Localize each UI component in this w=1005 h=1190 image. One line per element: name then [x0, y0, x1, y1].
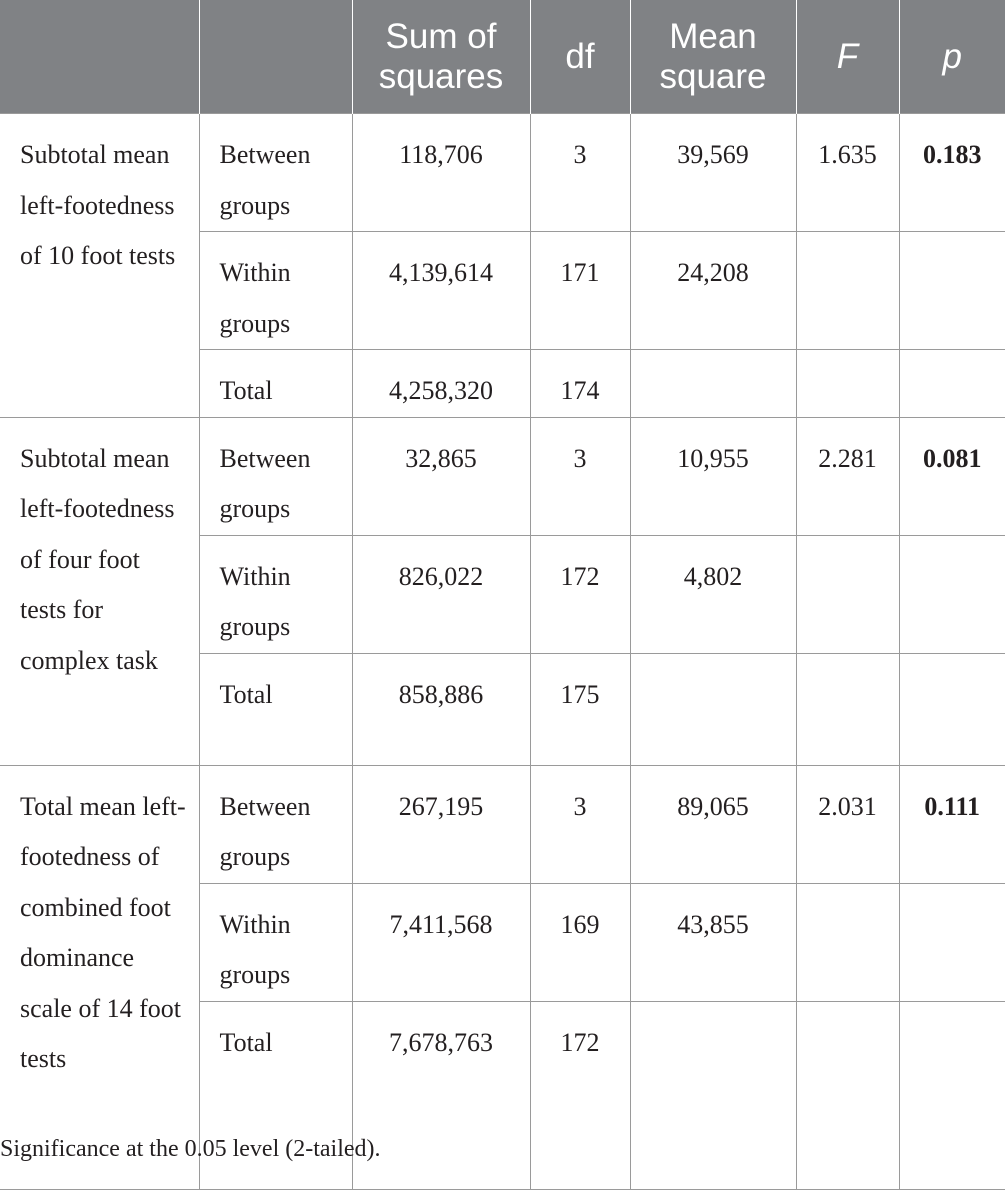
p-cell — [899, 232, 1005, 350]
table-row — [0, 765, 1005, 883]
mean-square-cell: 4,802 — [630, 535, 796, 653]
f-cell — [796, 653, 899, 765]
mean-square-cell: 89,065 — [630, 765, 796, 883]
f-cell — [796, 883, 899, 1001]
header-empty-2 — [199, 0, 352, 114]
sum-of-squares-cell: 4,139,614 — [352, 232, 530, 350]
f-cell — [796, 1001, 899, 1189]
p-cell: 0.111 — [899, 765, 1005, 883]
source-cell: Total — [199, 1001, 352, 1189]
df-cell: 172 — [530, 535, 630, 653]
table-row — [0, 114, 1005, 232]
df-cell: 3 — [530, 765, 630, 883]
mean-square-cell: 43,855 — [630, 883, 796, 1001]
sum-of-squares-cell: 826,022 — [352, 535, 530, 653]
header-mean-square: Mean square — [630, 0, 796, 114]
mean-square-cell — [630, 350, 796, 418]
sum-of-squares-cell: 858,886 — [352, 653, 530, 765]
f-cell: 2.281 — [796, 417, 899, 535]
table-header — [0, 0, 1005, 114]
source-cell: Within groups — [199, 883, 352, 1001]
source-cell: Within groups — [199, 535, 352, 653]
df-cell: 172 — [530, 1001, 630, 1189]
f-cell: 2.031 — [796, 765, 899, 883]
header-f: F — [796, 0, 899, 114]
df-cell: 171 — [530, 232, 630, 350]
mean-square-cell: 24,208 — [630, 232, 796, 350]
mean-square-cell: 39,569 — [630, 114, 796, 232]
sum-of-squares-cell: 7,678,763 — [352, 1001, 530, 1189]
mean-square-cell — [630, 1001, 796, 1189]
p-cell — [899, 535, 1005, 653]
p-cell — [899, 350, 1005, 418]
header-df: df — [530, 0, 630, 114]
p-cell — [899, 653, 1005, 765]
sum-of-squares-cell: 118,706 — [352, 114, 530, 232]
df-cell: 174 — [530, 350, 630, 418]
p-cell — [899, 883, 1005, 1001]
df-cell: 175 — [530, 653, 630, 765]
table-footnote: Significance at the 0.05 level (2-tailed). — [0, 1136, 381, 1162]
p-cell: 0.081 — [899, 417, 1005, 535]
source-cell: Within groups — [199, 232, 352, 350]
sum-of-squares-cell: 4,258,320 — [352, 350, 530, 418]
group-label: Total mean left-footedness of combined foot dominance scale of 14 foot tests — [0, 765, 199, 1189]
mean-square-cell: 10,955 — [630, 417, 796, 535]
group-label: Subtotal mean left-footedness of four foot tests for complex task — [0, 417, 199, 765]
f-cell: 1.635 — [796, 114, 899, 232]
source-cell: Between groups — [199, 417, 352, 535]
group-label: Subtotal mean left-footedness of 10 foot tests — [0, 114, 199, 418]
df-cell: 3 — [530, 417, 630, 535]
header-p: p — [899, 0, 1005, 114]
source-cell: Total — [199, 350, 352, 418]
source-cell: Between groups — [199, 765, 352, 883]
p-cell — [899, 1001, 1005, 1189]
source-cell: Between groups — [199, 114, 352, 232]
table-row — [0, 417, 1005, 535]
sum-of-squares-cell: 267,195 — [352, 765, 530, 883]
header-sum-of-squares: Sum of squares — [352, 0, 530, 114]
header-empty-1 — [0, 0, 199, 114]
source-cell: Total — [199, 653, 352, 765]
p-cell: 0.183 — [899, 114, 1005, 232]
table-body — [0, 114, 1005, 1190]
mean-square-cell — [630, 653, 796, 765]
df-cell: 169 — [530, 883, 630, 1001]
sum-of-squares-cell: 7,411,568 — [352, 883, 530, 1001]
header-row — [0, 0, 1005, 114]
f-cell — [796, 350, 899, 418]
sum-of-squares-cell: 32,865 — [352, 417, 530, 535]
f-cell — [796, 535, 899, 653]
df-cell: 3 — [530, 114, 630, 232]
f-cell — [796, 232, 899, 350]
